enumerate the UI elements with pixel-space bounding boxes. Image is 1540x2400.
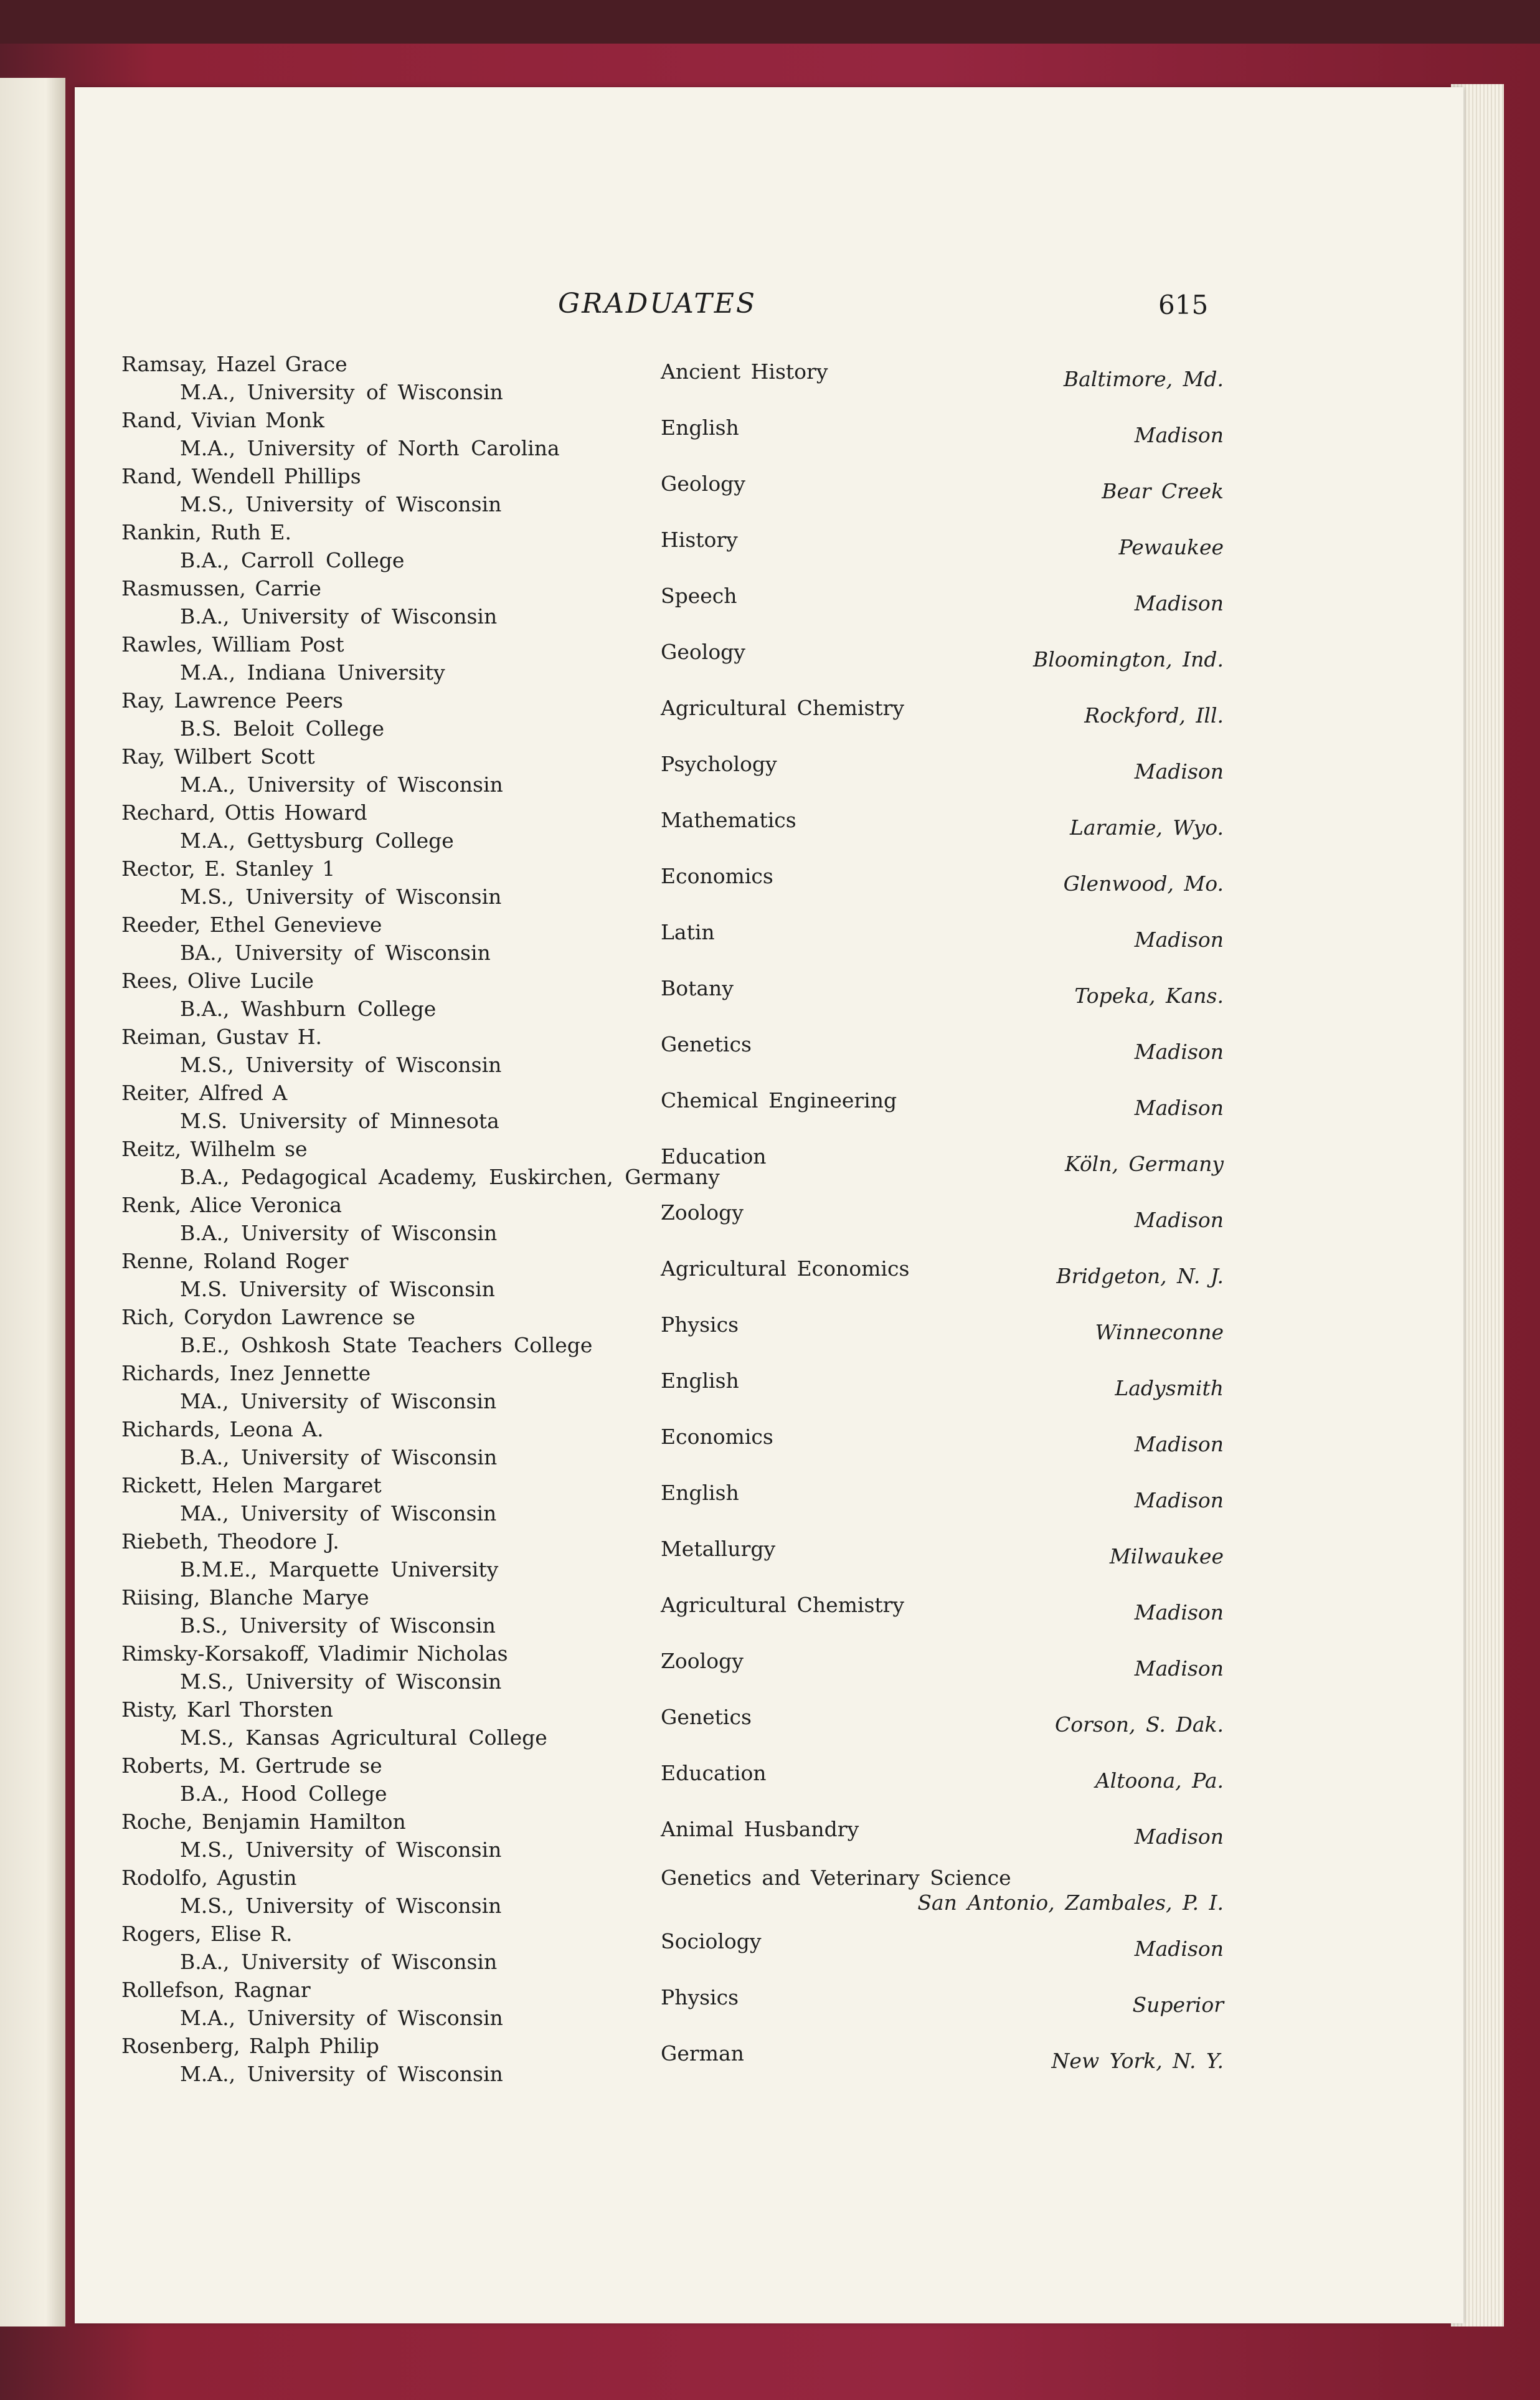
graduate-subject: English: [661, 415, 739, 440]
graduate-name: Riising, Blanche Marye: [121, 1585, 369, 1610]
graduate-degree: M.A., University of Wisconsin: [180, 2006, 503, 2030]
graduate-name: Ray, Wilbert Scott: [121, 744, 315, 769]
graduate-degree: M.S., University of Wisconsin: [180, 1894, 502, 1918]
list-item: [121, 913, 1224, 969]
graduate-degree: B.A., Pedagogical Academy, Euskirchen, Germany: [180, 1165, 720, 1189]
list-item: [121, 1473, 1224, 1529]
page-number: 615: [1158, 290, 1209, 320]
graduate-hometown: Madison: [1134, 1208, 1224, 1232]
facing-page-edge: [0, 78, 65, 2326]
graduate-degree: M.A., Indiana University: [180, 660, 445, 685]
list-item: [121, 744, 1224, 800]
list-item: [121, 1249, 1224, 1305]
graduate-subject: Genetics and Veterinary Science: [661, 1866, 1011, 1890]
graduate-name: Reiter, Alfred A: [121, 1081, 288, 1105]
graduate-degree: B.A., Washburn College: [180, 997, 437, 1021]
list-item: [121, 856, 1224, 913]
graduate-name: Rankin, Ruth E.: [121, 520, 291, 544]
list-item: [121, 576, 1224, 632]
book-page: [75, 87, 1463, 2323]
list-item: [121, 1866, 1224, 1922]
graduate-degree: M.S. University of Minnesota: [180, 1109, 499, 1133]
graduate-hometown: New York, N. Y.: [1051, 2049, 1224, 2073]
graduate-degree: M.S., University of Wisconsin: [180, 885, 502, 909]
graduate-hometown: Corson, S. Dak.: [1055, 1712, 1224, 1737]
list-item: [121, 1361, 1224, 1417]
graduate-degree: M.S., University of Wisconsin: [180, 1669, 502, 1694]
graduate-degree: M.S., University of Wisconsin: [180, 1053, 502, 1077]
graduate-subject: Economics: [661, 864, 773, 888]
graduate-subject: Zoology: [661, 1200, 744, 1225]
graduate-hometown: Rockford, Ill.: [1084, 703, 1224, 728]
graduate-hometown: Bridgeton, N. J.: [1056, 1264, 1224, 1288]
graduate-subject: English: [661, 1368, 739, 1393]
graduate-subject: History: [661, 528, 738, 552]
list-item: [121, 1978, 1224, 2034]
graduate-degree: MA., University of Wisconsin: [180, 1389, 497, 1413]
graduate-subject: Agricultural Chemistry: [661, 1593, 905, 1617]
graduate-hometown: Bear Creek: [1102, 479, 1224, 503]
graduate-hometown: Ladysmith: [1115, 1376, 1224, 1400]
list-item: [121, 1809, 1224, 1866]
list-item: [121, 1137, 1224, 1193]
graduate-hometown: Superior: [1132, 1993, 1224, 2017]
graduate-name: Rodolfo, Agustin: [121, 1866, 297, 1890]
list-item: [121, 1417, 1224, 1473]
graduate-subject: Speech: [661, 584, 737, 608]
graduate-subject: Geology: [661, 640, 745, 664]
graduate-degree: B.A., University of Wisconsin: [180, 1445, 498, 1469]
graduate-subject: Genetics: [661, 1032, 752, 1056]
graduate-subject: Agricultural Economics: [661, 1256, 910, 1281]
list-item: [121, 632, 1224, 688]
graduate-subject: Physics: [661, 1312, 739, 1337]
graduate-subject: Education: [661, 1761, 767, 1785]
list-item: [121, 1305, 1224, 1361]
graduate-name: Reeder, Ethel Genevieve: [121, 913, 382, 937]
graduate-hometown: Madison: [1134, 1488, 1224, 1512]
graduate-degree: M.A., Gettysburg College: [180, 828, 454, 853]
graduate-subject: Animal Husbandry: [661, 1817, 859, 1841]
graduate-subject: Chemical Engineering: [661, 1088, 897, 1112]
graduate-name: Richards, Inez Jennette: [121, 1361, 371, 1385]
graduate-name: Rees, Olive Lucile: [121, 969, 314, 993]
graduate-hometown: Laramie, Wyo.: [1069, 815, 1224, 840]
graduate-degree: M.S., Kansas Agricultural College: [180, 1725, 547, 1750]
graduate-name: Risty, Karl Thorsten: [121, 1697, 333, 1722]
graduate-hometown: Baltimore, Md.: [1063, 367, 1224, 391]
graduate-subject: Physics: [661, 1985, 739, 2009]
graduate-hometown: San Antonio, Zambales, P. I.: [917, 1890, 1224, 1915]
graduate-name: Richards, Leona A.: [121, 1417, 324, 1441]
graduate-degree: M.S. University of Wisconsin: [180, 1277, 495, 1301]
graduate-hometown: Madison: [1134, 1824, 1224, 1849]
list-item: [121, 1697, 1224, 1753]
graduate-subject: Ancient History: [661, 359, 828, 384]
graduate-subject: Zoology: [661, 1649, 744, 1673]
graduate-subject: Metallurgy: [661, 1537, 776, 1561]
list-item: [121, 1193, 1224, 1249]
graduate-hometown: Winneconne: [1095, 1320, 1224, 1344]
graduate-name: Rogers, Elise R.: [121, 1922, 293, 1946]
graduate-degree: M.A., University of North Carolina: [180, 436, 560, 460]
graduate-degree: MA., University of Wisconsin: [180, 1501, 497, 1525]
graduate-hometown: Madison: [1134, 1656, 1224, 1681]
graduate-degree: M.A., University of Wisconsin: [180, 380, 503, 404]
graduate-subject: Psychology: [661, 752, 777, 776]
graduate-hometown: Madison: [1134, 1937, 1224, 1961]
graduate-degree: B.A., University of Wisconsin: [180, 1221, 498, 1245]
graduate-subject: Botany: [661, 976, 734, 1000]
graduate-subject: Latin: [661, 920, 715, 944]
list-item: [121, 408, 1224, 464]
graduate-name: Roberts, M. Gertrude se: [121, 1753, 382, 1778]
graduate-name: Reitz, Wilhelm se: [121, 1137, 308, 1161]
graduate-hometown: Bloomington, Ind.: [1032, 647, 1224, 671]
graduate-degree: M.A., University of Wisconsin: [180, 2062, 503, 2086]
graduate-name: Ray, Lawrence Peers: [121, 688, 343, 713]
graduate-degree: B.A., Carroll College: [180, 548, 405, 572]
graduate-subject: Geology: [661, 472, 745, 496]
graduate-degree: B.A., Hood College: [180, 1781, 387, 1806]
graduate-name: Renk, Alice Veronica: [121, 1193, 342, 1217]
list-item: [121, 1922, 1224, 1978]
list-item: [121, 2034, 1224, 2090]
graduate-subject: Sociology: [661, 1929, 762, 1953]
graduate-name: Rawles, William Post: [121, 632, 344, 657]
graduate-subject: English: [661, 1481, 739, 1505]
graduate-subject: Economics: [661, 1425, 773, 1449]
graduate-degree: B.S., University of Wisconsin: [180, 1613, 496, 1638]
graduate-degree: M.S., University of Wisconsin: [180, 492, 502, 516]
graduate-name: Ramsay, Hazel Grace: [121, 352, 347, 376]
graduate-name: Rector, E. Stanley 1: [121, 856, 336, 881]
graduate-name: Rich, Corydon Lawrence se: [121, 1305, 415, 1329]
list-item: [121, 1641, 1224, 1697]
list-item: [121, 1529, 1224, 1585]
list-item: [121, 1753, 1224, 1809]
graduate-name: Rickett, Helen Margaret: [121, 1473, 382, 1497]
list-item: [121, 352, 1224, 408]
graduates-list: [121, 352, 1224, 2090]
graduate-name: Renne, Roland Roger: [121, 1249, 349, 1273]
graduate-name: Rechard, Ottis Howard: [121, 800, 367, 825]
graduate-subject: Mathematics: [661, 808, 796, 832]
list-item: [121, 1585, 1224, 1641]
list-item: [121, 520, 1224, 576]
graduate-subject: German: [661, 2041, 744, 2066]
list-item: [121, 1081, 1224, 1137]
list-item: [121, 464, 1224, 520]
graduate-name: Rasmussen, Carrie: [121, 576, 321, 600]
graduate-hometown: Madison: [1134, 759, 1224, 784]
running-head: GRADUATES: [558, 288, 757, 320]
graduate-subject: Education: [661, 1144, 767, 1169]
graduate-hometown: Madison: [1134, 1600, 1224, 1625]
graduate-hometown: Madison: [1134, 1096, 1224, 1120]
graduate-degree: B.A., University of Wisconsin: [180, 604, 498, 628]
graduate-degree: M.S., University of Wisconsin: [180, 1838, 502, 1862]
graduate-degree: B.A., University of Wisconsin: [180, 1950, 498, 1974]
graduate-name: Rand, Wendell Phillips: [121, 464, 361, 488]
graduate-subject: Agricultural Chemistry: [661, 696, 905, 720]
graduate-hometown: Madison: [1134, 591, 1224, 615]
graduate-degree: BA., University of Wisconsin: [180, 941, 491, 965]
list-item: [121, 800, 1224, 856]
graduate-subject: Genetics: [661, 1705, 752, 1729]
graduate-hometown: Madison: [1134, 927, 1224, 952]
graduate-hometown: Glenwood, Mo.: [1063, 871, 1224, 896]
graduate-degree: B.M.E., Marquette University: [180, 1557, 499, 1582]
list-item: [121, 1025, 1224, 1081]
graduate-name: Rollefson, Ragnar: [121, 1978, 311, 2002]
graduate-degree: B.E., Oshkosh State Teachers College: [180, 1333, 593, 1357]
graduate-name: Rosenberg, Ralph Philip: [121, 2034, 379, 2058]
graduate-degree: B.S. Beloit College: [180, 716, 385, 741]
graduate-name: Roche, Benjamin Hamilton: [121, 1809, 406, 1834]
list-item: [121, 688, 1224, 744]
graduate-hometown: Madison: [1134, 423, 1224, 447]
graduate-hometown: Köln, Germany: [1065, 1152, 1224, 1176]
graduate-name: Riebeth, Theodore J.: [121, 1529, 339, 1553]
graduate-hometown: Milwaukee: [1109, 1544, 1224, 1568]
graduate-hometown: Madison: [1134, 1040, 1224, 1064]
list-item: [121, 969, 1224, 1025]
graduate-hometown: Topeka, Kans.: [1074, 984, 1224, 1008]
graduate-name: Rand, Vivian Monk: [121, 408, 324, 432]
graduate-hometown: Pewaukee: [1118, 535, 1224, 559]
graduate-name: Rimsky-Korsakoff, Vladimir Nicholas: [121, 1641, 508, 1666]
graduate-degree: M.A., University of Wisconsin: [180, 772, 503, 797]
graduate-hometown: Altoona, Pa.: [1095, 1768, 1224, 1793]
graduate-hometown: Madison: [1134, 1432, 1224, 1456]
graduate-name: Reiman, Gustav H.: [121, 1025, 323, 1049]
